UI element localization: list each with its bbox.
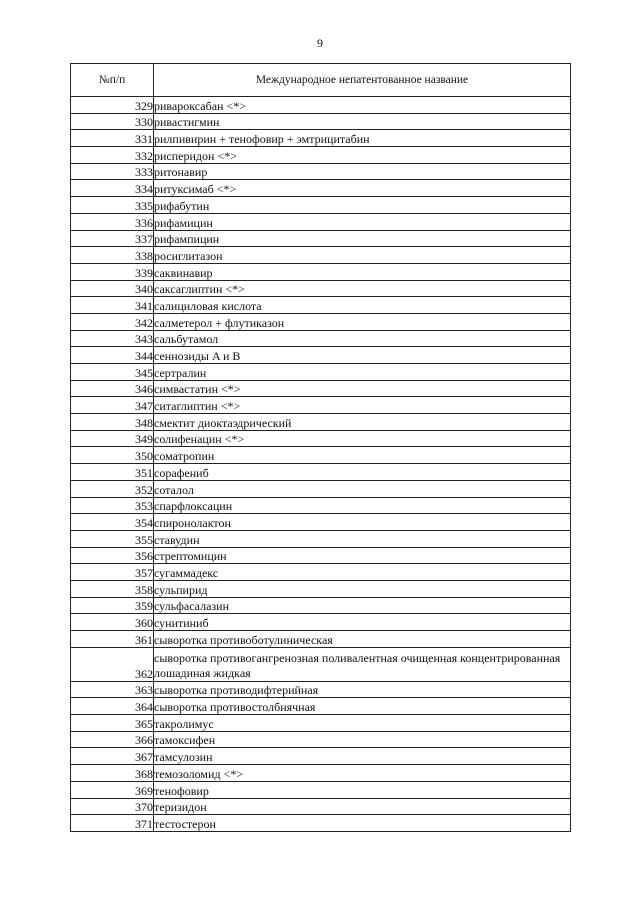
table-body — [71, 97, 571, 832]
drug-name: ситаглиптин <*> — [154, 397, 571, 414]
row-number: 334 — [71, 180, 154, 197]
table-row — [71, 180, 571, 197]
table-row — [71, 230, 571, 247]
table-row — [71, 731, 571, 748]
drug-name: спарфлоксацин — [154, 497, 571, 514]
row-number: 342 — [71, 313, 154, 330]
drug-name: соматропин — [154, 447, 571, 464]
table-row — [71, 147, 571, 164]
drug-name: рифампицин — [154, 230, 571, 247]
row-number: 340 — [71, 280, 154, 297]
drug-name: тамоксифен — [154, 731, 571, 748]
row-number: 347 — [71, 397, 154, 414]
table-row — [71, 197, 571, 214]
table-row — [71, 447, 571, 464]
drug-name: салициловая кислота — [154, 297, 571, 314]
row-number: 352 — [71, 480, 154, 497]
drug-name: солифенацин <*> — [154, 430, 571, 447]
row-number: 336 — [71, 213, 154, 230]
drug-name: сульфасалазин — [154, 597, 571, 614]
table-row — [71, 681, 571, 698]
drug-name: стрептомицин — [154, 547, 571, 564]
table-row — [71, 815, 571, 832]
drug-name: темозоломид <*> — [154, 765, 571, 782]
drug-name: ривастигмин — [154, 113, 571, 130]
table-row — [71, 614, 571, 631]
row-number: 345 — [71, 364, 154, 381]
table-row — [71, 280, 571, 297]
row-number: 351 — [71, 464, 154, 481]
drug-name: сульпирид — [154, 580, 571, 597]
table-row — [71, 580, 571, 597]
table-row — [71, 113, 571, 130]
drug-name: сальбутамол — [154, 330, 571, 347]
table-row — [71, 130, 571, 147]
drug-name: тамсулозин — [154, 748, 571, 765]
drug-name: салметерол + флутиказон — [154, 313, 571, 330]
table-row — [71, 97, 571, 114]
header-number: №п/п — [71, 64, 154, 97]
drug-name: ривароксабан <*> — [154, 97, 571, 114]
drug-name: теризидон — [154, 798, 571, 815]
row-number: 338 — [71, 247, 154, 264]
table-row — [71, 330, 571, 347]
drug-name: симвастатин <*> — [154, 380, 571, 397]
drug-name: сорафениб — [154, 464, 571, 481]
table-row — [71, 715, 571, 732]
table-header-row — [71, 64, 571, 97]
table-row — [71, 414, 571, 431]
drug-name: сугаммадекс — [154, 564, 571, 581]
table-row — [71, 765, 571, 782]
row-number: 362 — [71, 647, 154, 681]
table-row — [71, 597, 571, 614]
row-number: 354 — [71, 514, 154, 531]
row-number: 364 — [71, 698, 154, 715]
drug-name: соталол — [154, 480, 571, 497]
drug-name: сертралин — [154, 364, 571, 381]
header-name: Международное непатентованное название — [154, 64, 571, 97]
row-number: 359 — [71, 597, 154, 614]
row-number: 341 — [71, 297, 154, 314]
drug-name: рифамицин — [154, 213, 571, 230]
drug-name: сеннозиды A и B — [154, 347, 571, 364]
table-row — [71, 514, 571, 531]
row-number: 357 — [71, 564, 154, 581]
drug-name: рилпивирин + тенофовир + эмтрицитабин — [154, 130, 571, 147]
table-row — [71, 397, 571, 414]
row-number: 331 — [71, 130, 154, 147]
row-number: 329 — [71, 97, 154, 114]
drug-name: ритонавир — [154, 163, 571, 180]
table-row — [71, 530, 571, 547]
table-row — [71, 247, 571, 264]
drug-name: рисперидон <*> — [154, 147, 571, 164]
table-row — [71, 547, 571, 564]
table-row — [71, 364, 571, 381]
row-number: 361 — [71, 631, 154, 648]
table-row — [71, 430, 571, 447]
table-row — [71, 163, 571, 180]
row-number: 355 — [71, 530, 154, 547]
drug-name: саксаглиптин <*> — [154, 280, 571, 297]
table-row — [71, 564, 571, 581]
drug-name: сыворотка противогангренозная поливалентная очищенная концентрированная лошадиная жидкая — [154, 647, 571, 681]
page-number: 9 — [317, 36, 323, 50]
drug-name: ставудин — [154, 530, 571, 547]
drug-name: спиронолактон — [154, 514, 571, 531]
table-row — [71, 781, 571, 798]
row-number: 367 — [71, 748, 154, 765]
row-number: 363 — [71, 681, 154, 698]
drug-name: ритуксимаб <*> — [154, 180, 571, 197]
table-row — [71, 631, 571, 648]
drug-name: сыворотка противоботулиническая — [154, 631, 571, 648]
row-number: 339 — [71, 263, 154, 280]
row-number: 350 — [71, 447, 154, 464]
table-row — [71, 698, 571, 715]
drug-name: рифабутин — [154, 197, 571, 214]
row-number: 368 — [71, 765, 154, 782]
table-row — [71, 647, 571, 681]
table-row — [71, 263, 571, 280]
row-number: 366 — [71, 731, 154, 748]
drug-name: тестостерон — [154, 815, 571, 832]
row-number: 346 — [71, 380, 154, 397]
row-number: 371 — [71, 815, 154, 832]
row-number: 353 — [71, 497, 154, 514]
drug-name: сыворотка противодифтерийная — [154, 681, 571, 698]
row-number: 335 — [71, 197, 154, 214]
drug-name: саквинавир — [154, 263, 571, 280]
drug-name: сыворотка противостолбнячная — [154, 698, 571, 715]
row-number: 358 — [71, 580, 154, 597]
row-number: 348 — [71, 414, 154, 431]
drug-name: росиглитазон — [154, 247, 571, 264]
row-number: 370 — [71, 798, 154, 815]
table-row — [71, 297, 571, 314]
row-number: 343 — [71, 330, 154, 347]
drug-name: тенофовир — [154, 781, 571, 798]
row-number: 330 — [71, 113, 154, 130]
table-row — [71, 464, 571, 481]
table-row — [71, 347, 571, 364]
row-number: 344 — [71, 347, 154, 364]
row-number: 333 — [71, 163, 154, 180]
row-number: 369 — [71, 781, 154, 798]
table-row — [71, 380, 571, 397]
row-number: 337 — [71, 230, 154, 247]
drug-name: такролимус — [154, 715, 571, 732]
drug-name: смектит диоктаэдрический — [154, 414, 571, 431]
row-number: 360 — [71, 614, 154, 631]
row-number: 332 — [71, 147, 154, 164]
row-number: 356 — [71, 547, 154, 564]
table-row — [71, 798, 571, 815]
table-row — [71, 313, 571, 330]
table-row — [71, 480, 571, 497]
table-row — [71, 213, 571, 230]
drug-name: сунитиниб — [154, 614, 571, 631]
row-number: 349 — [71, 430, 154, 447]
table-row — [71, 748, 571, 765]
drug-table — [70, 63, 571, 832]
table-row — [71, 497, 571, 514]
row-number: 365 — [71, 715, 154, 732]
